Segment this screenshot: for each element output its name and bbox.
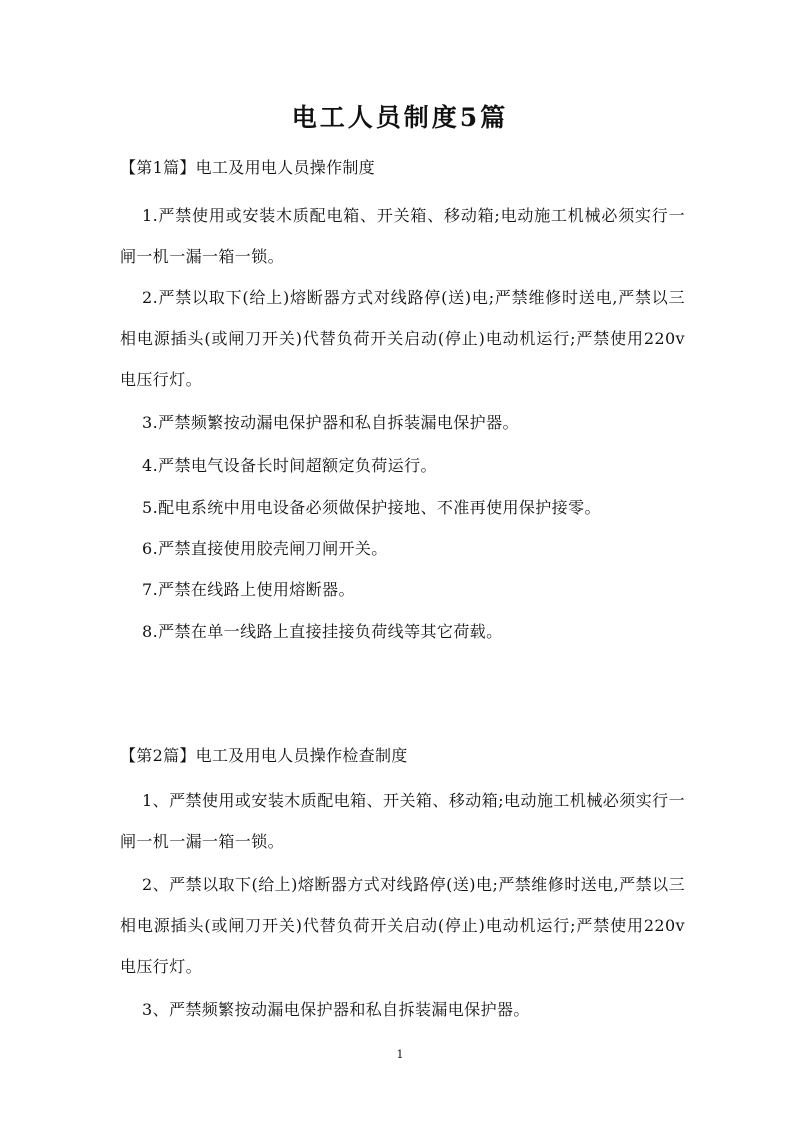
section-2-item-3: 3、严禁频繁按动漏电保护器和私自拆装漏电保护器。 [142,1000,530,1019]
document-title: 电工人员制度5篇 [291,103,509,132]
section-1-item-8: 8.严禁在单一线路上直接挂接负荷线等其它荷载。 [142,622,503,641]
section-1-item-1: 1.严禁使用或安装木质配电箱、开关箱、移动箱;电动施工机械必须实行一闸一机一漏一箱一锁。 [120,206,685,266]
section-1-item-5: 5.配电系统中用电设备必须做保护接地、不准再使用保护接零。 [142,498,601,517]
page-number: 1 [396,1048,404,1061]
section-2-item-2: 2、严禁以取下(给上)熔断器方式对线路停(送)电;严禁维修时送电,严禁以三相电源插头(或闸刀开关)代替负荷开关启动(停止)电动机运行;严禁使用220v电压行灯。 [120,875,685,976]
section-2-item-1: 1、严禁使用或安装木质配电箱、开关箱、移动箱;电动施工机械必须实行一闸一机一漏一箱一锁。 [120,791,685,851]
section-1-item-2: 2.严禁以取下(给上)熔断器方式对线路停(送)电;严禁维修时送电,严禁以三相电源插头(或闸刀开关)代替负荷开关启动(停止)电动机运行;严禁使用220v电压行灯。 [120,288,685,389]
section-1-item-3: 3.严禁频繁按动漏电保护器和私自拆装漏电保护器。 [142,413,519,432]
section-1-heading: 【第1篇】电工及用电人员操作制度 [120,158,375,177]
section-1-item-7: 7.严禁在线路上使用熔断器。 [142,580,355,599]
section-1-item-4: 4.严禁电气设备长时间超额定负荷运行。 [142,456,437,475]
section-2-heading: 【第2篇】电工及用电人员操作检查制度 [120,746,408,765]
section-1-item-6: 6.严禁直接使用胶壳闸刀闸开关。 [142,539,388,558]
